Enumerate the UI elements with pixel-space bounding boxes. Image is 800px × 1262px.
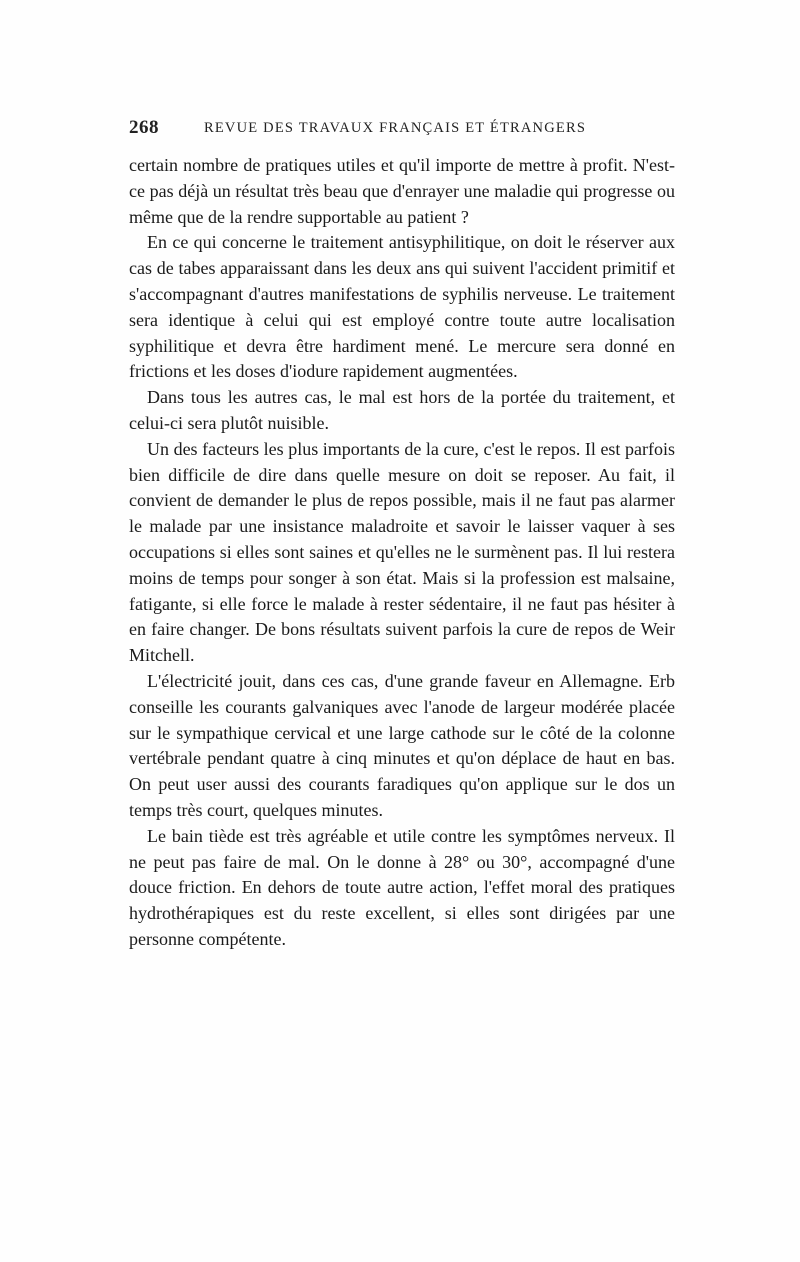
page-number: 268 xyxy=(129,117,159,138)
body-text xyxy=(129,153,675,953)
paragraph-continuation: certain nombre de pratiques utiles et qu'il importe de mettre à profit. N'est-ce pas déjà un résultat très beau que d'enrayer une maladie qui progresse ou même que de la rendre supportable au patient ? xyxy=(129,155,675,227)
paragraph-warm-bath: Le bain tiède est très agréable et utile contre les symptômes nerveux. Il ne peut pas faire de mal. On le donne à 28° ou 30°, accompagné d'une douce friction. En dehors de toute autre action, l'effet moral des pratiques hydrothérapiques est du reste excellent, si elles sont dirigées par une personne compétente. xyxy=(129,825,675,949)
paragraph-other-cases: Dans tous les autres cas, le mal est hors de la portée du traitement, et celui-ci sera plutôt nuisible. xyxy=(129,387,675,433)
paragraph-electricity: L'électricité jouit, dans ces cas, d'une grande faveur en Allemagne. Erb conseille les courants galvaniques avec l'anode de largeur modérée placée sur le sympathique cervical et une large cathode sur le côté de la colonne vertébrale pendant quatre à cinq minutes et qu'on déplace de haut en bas. On peut user aussi des courants faradiques qu'on applique sur le dos un temps très court, quelques minutes. xyxy=(129,670,675,820)
journal-title: REVUE DES TRAVAUX FRANÇAIS ET ÉTRANGERS xyxy=(204,120,587,136)
running-head xyxy=(129,117,672,139)
paragraph-rest-cure: Un des facteurs les plus importants de la cure, c'est le repos. Il est parfois bien difficile de dire dans quelle mesure on doit se reposer. Au fait, il convient de demander le plus de repos possible, mais il ne faut pas alarmer le malade par une insistance maladroite et savoir le laisser vaquer à ses occupations si elles sont saines et qu'elles ne le surmènent pas. Il lui restera moins de temps pour songer à son état. Mais si la profession est malsaine, fatigante, si elle force le malade à rester sédentaire, il ne faut pas hésiter à en faire changer. De bons résultats suivent parfois la cure de repos de Weir Mitchell. xyxy=(129,438,675,666)
paragraph-antisyphilitic-treatment: En ce qui concerne le traitement antisyphilitique, on doit le réserver aux cas de tabes apparaissant dans les deux ans qui suivent l'accident primitif et s'accompagnant d'autres manifestations de syphilis nerveuse. Le traitement sera identique à celui qui est employé contre toute autre localisation syphilitique et devra être hardiment mené. Le mercure sera donné en frictions et les doses d'iodure rapidement augmentées. xyxy=(129,232,675,382)
